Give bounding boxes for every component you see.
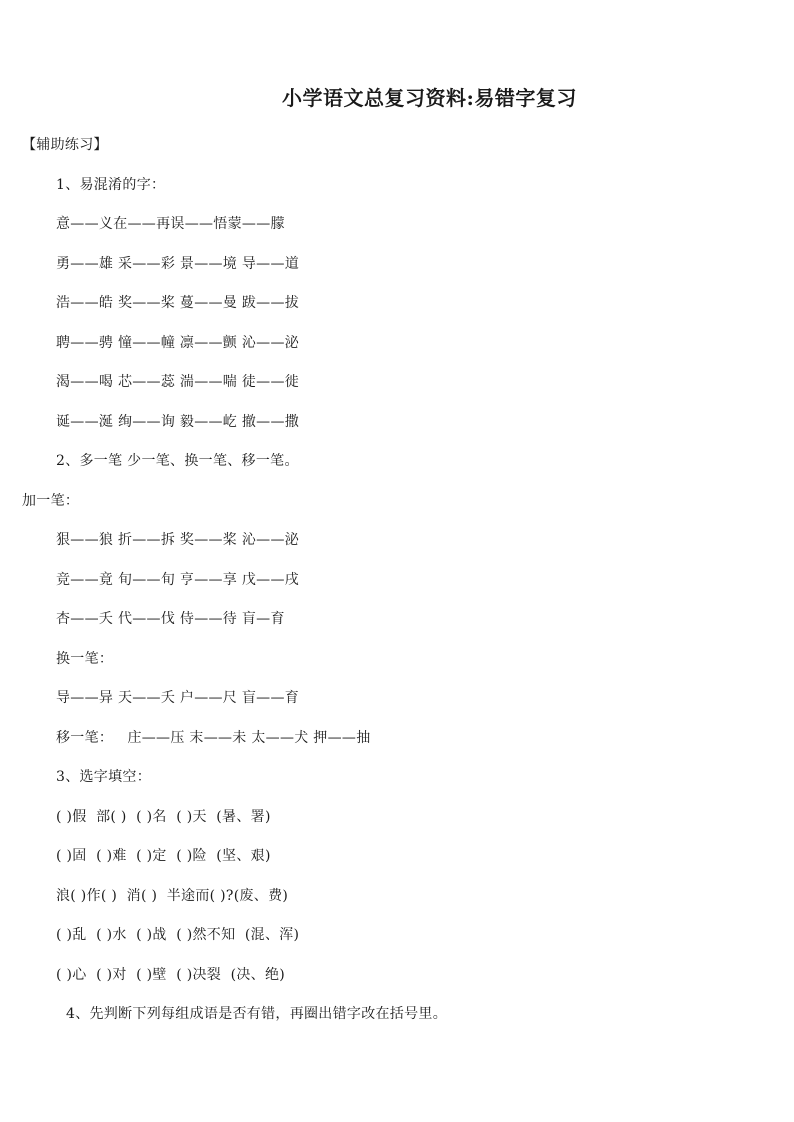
q2-add-label: 加一笔： [22,493,80,509]
q3-row: ( )固 ( )难 ( )定 ( )险 (坚、艰) [56,848,271,864]
section-heading: 【辅助练习】 [22,137,108,153]
q2-add-row: 竞——竟 旬——旬 亨——享 戊——戌 [56,572,300,588]
q3-row: ( )心 ( )对 ( )壁 ( )决裂 (决、绝) [56,967,286,983]
q2-change-label: 换一笔： [56,651,114,667]
q1-row: 诞——涎 绚——询 毅——屹 撤——撒 [56,414,300,430]
q1-row: 浩——皓 奖——桨 蔓——曼 跋——拔 [56,295,300,311]
q1-heading: 1、易混淆的字： [56,177,166,193]
q1-row: 勇——雄 采——彩 景——境 导——道 [56,256,300,272]
q1-row: 聘——骋 憧——幢 凛——颤 沁——泌 [56,335,300,351]
q2-heading: 2、多一笔 少一笔、换一笔、移一笔。 [56,453,299,469]
q2-add-row: 杏——夭 代——伐 侍——待 肓—育 [56,611,285,627]
q2-move-row: 移一笔： 庄——压 末——未 太——犬 押——抽 [56,730,371,746]
q1-row: 渴——喝 芯——蕊 湍——喘 徒——徙 [56,374,300,390]
q3-heading: 3、选字填空： [56,769,152,785]
q2-change-row: 导——异 天——夭 户——尺 盲——育 [56,690,300,706]
document-title: 小学语文总复习资料:易错字复习 [282,86,577,110]
q3-row: ( )假 部( ) ( )名 ( )天 (暑、署) [56,809,271,825]
q3-row: ( )乱 ( )水 ( )战 ( )然不知 (混、浑) [56,927,300,943]
q4-heading: 4、先判断下列每组成语是否有错，再圈出错字改在括号里。 [66,1006,448,1022]
q2-add-row: 狠——狼 折——拆 奖——桨 沁——泌 [56,532,300,548]
q1-row: 意——义在——再误——悟蒙——朦 [56,216,285,232]
q3-row: 浪( )作( ) 消( ) 半途而( )?(废、费) [56,888,289,904]
